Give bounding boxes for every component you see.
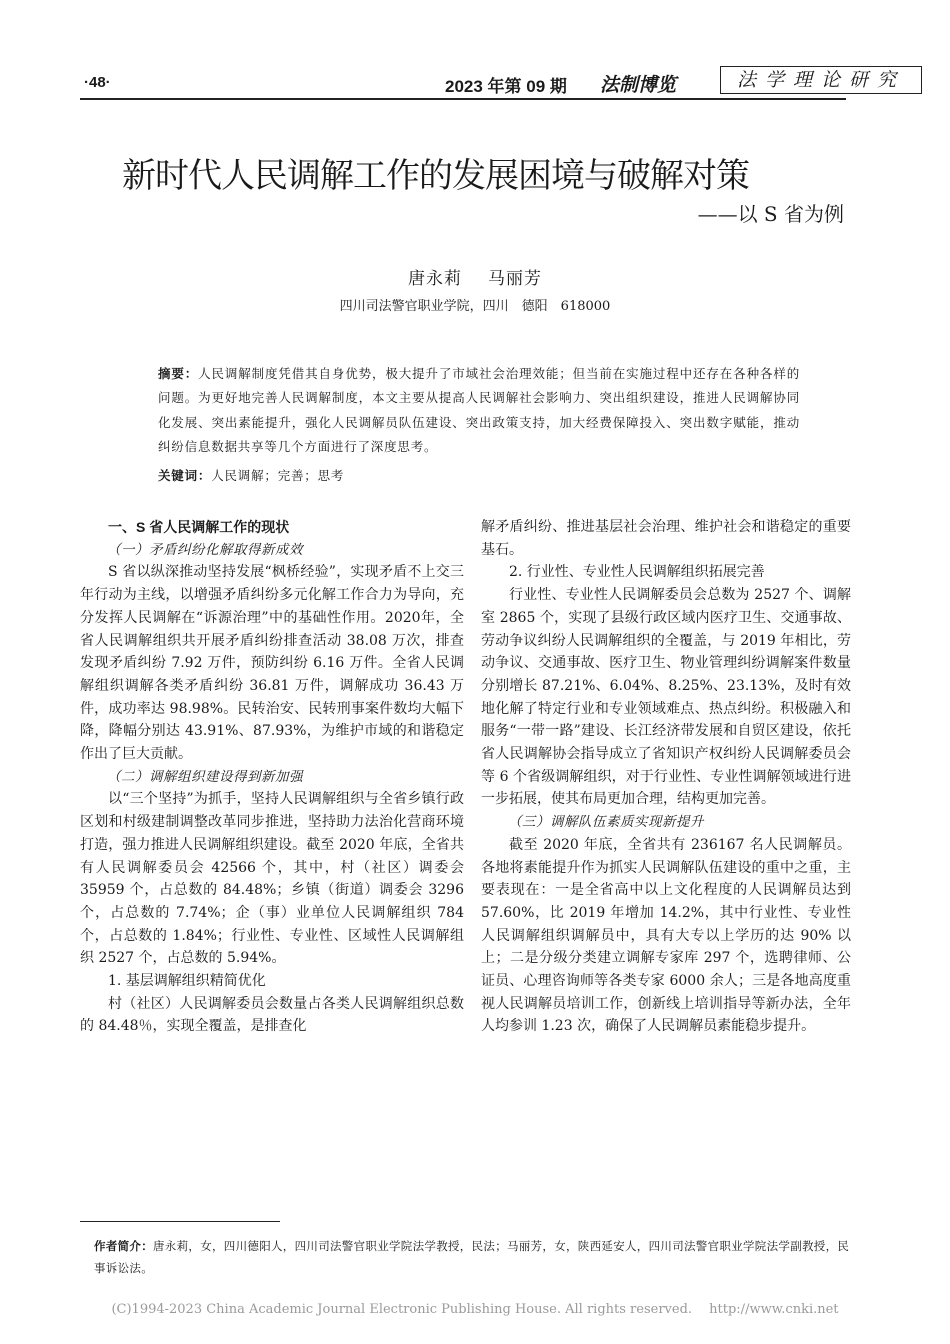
subsection-heading: （二）调解组织建设得到新加强	[107, 768, 303, 785]
article-subtitle: ——以 S 省为例	[697, 202, 844, 226]
paragraph: S 省以纵深推动坚持发展“枫桥经验”，实现矛盾不上交三年行动为主线，以增强矛盾纠纷多元化解工作合力为导向，充分发挥人民调解在“诉源治理”中的基础性作用。2020年，全省人民调解组织共开展矛盾纠纷排查活动 38.08 万次，排查发现矛盾纠纷 7.92 万件，预防纠纷 6.16 万件。全省人民调解组织调解各类矛盾纠纷 36.81 万件，调解成功 36.43 万件，成功率达 98.98%。民转治安、民转刑事案件数均大幅下降，降幅分别达 43.91%、87.93%，为维护市域的和谐稳定作出了巨大贡献。	[80, 564, 464, 763]
numbered-heading: 1. 基层调解组织精简优化	[108, 973, 266, 990]
footnote-label: 作者简介：	[94, 1241, 153, 1253]
article-title: 新时代人民调解工作的发展困境与破解对策	[122, 156, 749, 196]
author-1: 唐永莉	[408, 269, 462, 289]
abstract-label: 摘要：	[158, 367, 199, 381]
paragraph: 解矛盾纠纷、推进基层社会治理、维护社会和谐稳定的重要基石。	[481, 519, 851, 558]
author-footnote	[94, 1236, 854, 1279]
section-heading: 一、S 省人民调解工作的现状	[108, 519, 290, 535]
page-number: ·48·	[84, 74, 111, 91]
copyright-watermark: (C)1994-2023 China Academic Journal Electronic Publishing House. All rights reserved. http://www.cnki.net	[111, 1302, 839, 1317]
left-column	[80, 516, 464, 1038]
author-line	[0, 264, 950, 289]
footnote-text: 唐永莉，女，四川德阳人，四川司法警官职业学院法学教授，民法；马丽芳，女，陕西延安人，四川司法警官职业学院法学副教授，民事诉讼法。	[94, 1239, 850, 1275]
keywords-label: 关键词：	[158, 469, 212, 483]
magazine-name: 法制博览	[600, 74, 677, 96]
issue-label: 2023 年第 09 期	[445, 77, 567, 96]
keywords-text: 人民调解；完善；思考	[211, 468, 345, 483]
paragraph: 以“三个坚持”为抓手，坚持人民调解组织与全省乡镇行政区划和村级建制调整改革同步推进，坚持助力法治化营商环境打造，强力推进人民调解组织建设。截至 2020 年底，全省共有人民调解委员会 42566 个，其中，村（社区）调委会 35959 个，占总数的 84.48%；乡镇（街道）调委会 3296 个，占总数的 7.74%；企（事）业单位人民调解组织 784 个，占总数的 1.84%；行业性、专业性、区域性人民调解组织 2527 个，占总数的 5.94%。	[80, 791, 464, 967]
right-column	[481, 516, 851, 1038]
subsection-heading: （一）矛盾纠纷化解取得新成效	[107, 541, 303, 558]
footnote-rule	[80, 1221, 280, 1222]
subsection-heading: （三）调解队伍素质实现新提升	[508, 814, 704, 831]
paragraph: 截至 2020 年底，全省共有 236167 名人民调解员。各地将素能提升作为抓实人民调解队伍建设的重中之重，主要表现在：一是全省高中以上文化程度的人民调解员达到 57.60%，比 2019 年增加 14.2%，其中行业性、专业性人民调解组织调解员中，具有大专以上学历的达 90% 以上；二是分级分类建立调解专家库 297 个，选聘律师、公证员、心理咨询师等各类专家 6000 余人；三是各地高度重视人民调解员培训工作，创新线上培训指导等新办法，全年人均参训 1.23 次，确保了人民调解员素能稳步提升。	[481, 836, 851, 1035]
abstract	[158, 362, 800, 459]
affiliation: 四川司法警官职业学院，四川 德阳 618000	[339, 299, 611, 314]
paragraph: 村（社区）人民调解委员会数量占各类人民调解组织总数的 84.48％，实现全覆盖，是排查化	[80, 995, 464, 1035]
keywords	[158, 466, 344, 484]
column-name: 法学理论研究	[720, 66, 922, 94]
author-2: 马丽芳	[488, 269, 542, 289]
paragraph: 行业性、专业性人民调解委员会总数为 2527 个、调解室 2865 个，实现了县级行政区域内医疗卫生、交通事故、劳动争议纠纷人民调解组织的全覆盖，与 2019 年相比，劳动争议、交通事故、医疗卫生、物业管理纠纷调解案件数量分别增长 87.21%、6.04%、8.25%、23.13%，及时有效地化解了特定行业和专业领域难点、热点纠纷。积极融入和服务“一带一路”建设、长江经济带发展和自贸区建设，依托省人民调解协会指导成立了省知识产权纠纷人民调解委员会等 6 个省级调解组织，对于行业性、专业性调解领域进行进一步拓展，使其布局更加合理，结构更加完善。	[481, 587, 851, 808]
running-header	[80, 66, 905, 100]
abstract-text: 人民调解制度凭借其自身优势，极大提升了市域社会治理效能；但当前在实施过程中还存在各种各样的问题。为更好地完善人民调解制度，本文主要从提高人民调解社会影响力、突出组织建设，推进人民调解协同化发展、突出素能提升，强化人民调解员队伍建设、突出政策支持，加大经费保障投入、突出数字赋能，推动纠纷信息数据共享等几个方面进行了深度思考。	[158, 366, 800, 454]
numbered-heading: 2. 行业性、专业性人民调解组织拓展完善	[509, 564, 765, 581]
